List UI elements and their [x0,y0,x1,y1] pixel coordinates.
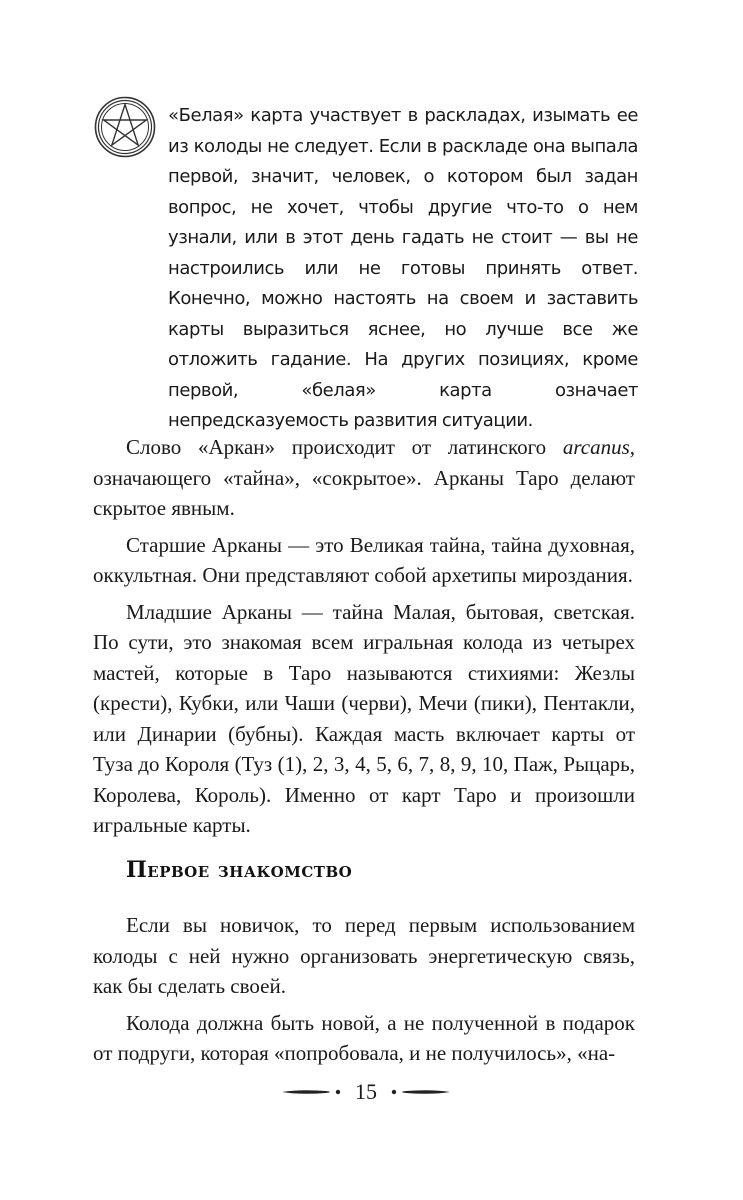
pentagram-icon [94,96,156,158]
section-heading: Первое знакомство [126,857,353,883]
paragraph-arcanus-end: , означающего «тайна», «сокрытое». Арканы Таро делают скрытое явным. [93,435,635,520]
paragraph-arcanus [93,432,635,524]
paragraph-new-deck: Колода должна быть новой, а не полученной в подарок от подруги, которая «попробовала, и не получилось», «на- [93,1010,635,1065]
paragraph-minor-arcana: Младшие Арканы — тайна Малая, бытовая, светская. По сути, это знакомая всем игральная колода из четырех мастей, которые в Таро называются стихиями: Жезлы (крести), Кубки, или Чаши (черви), Мечи (пики), Пентакли, или Динарии (бубны). Каждая масть включает карты от Туза до Короля (Туз (1), 2, 3, 4, 5, 6, 7, 8, 9, 10, Паж, Рыцарь, Королева, Король). Именно от карт Таро и произошли игральные карты. [93,599,635,837]
latin-term: arcanus [562,435,630,459]
paragraph-major-arcana: Старшие Арканы — это Великая тайна, тайна духовная, оккультная. Они представляют собой архетипы мироздания. [93,532,635,587]
paragraph-beginner: Если вы новичок, то перед первым использованием колоды с ней нужно организовать энергетическую связь, как бы сделать своей. [93,913,635,998]
page-number: 15 [355,1079,377,1104]
paragraph-arcanus-start: Слово «Аркан» происходит от латинского [126,435,563,459]
ornament-left-icon [280,1082,344,1102]
section-arcana-text [93,432,635,841]
note-text: «Белая» карта участвует в раскладах, изымать ее из колоды не следует. Если в раскладе она выпала первой, значит, человек, о котором был задан вопрос, не хочет, чтобы другие что-то о нем узнали, или в этот день гадать не стоит — вы не настроились или не готовы принять ответ. Конечно, можно настоять на своем и заставить карты выразиться яснее, но лучше все же отложить гадание. На других позициях, кроме первой, «белая» карта означает непредсказуемость развития ситуации. [168,105,638,431]
ornament-right-icon [388,1082,452,1102]
page-footer [0,1076,743,1116]
section-first-acquaintance-text [93,910,635,1069]
